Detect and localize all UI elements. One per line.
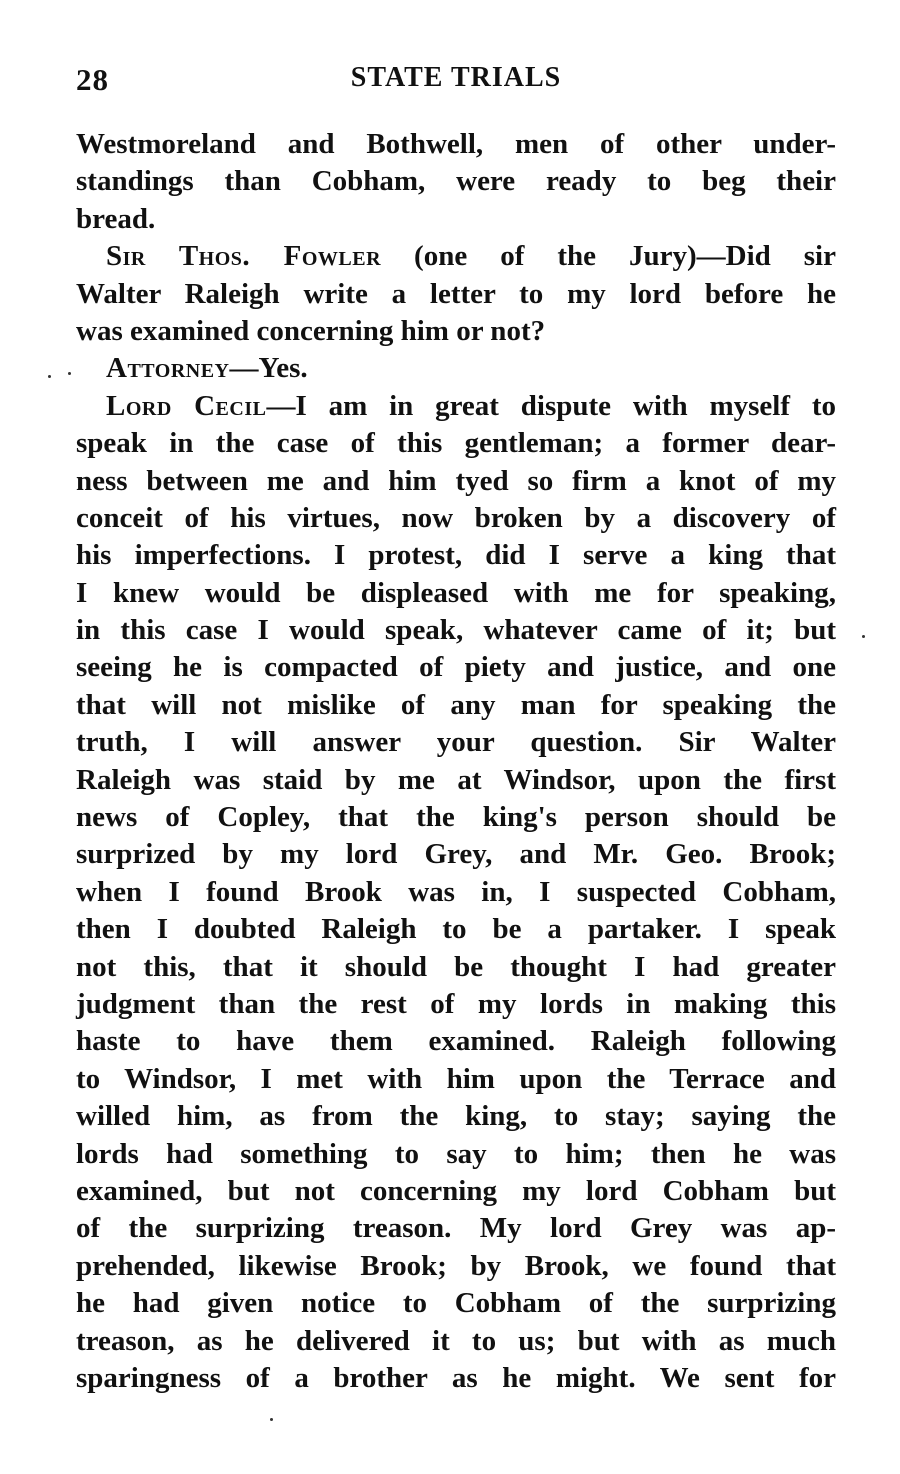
speaker-name: Attorney — [106, 352, 230, 385]
line-text: when I found Brook was in, I suspected Cobham, — [76, 875, 836, 908]
scan-speck — [68, 372, 71, 375]
line-text: of the surprizing treason. My lord Grey was ap- — [76, 1212, 836, 1245]
line-text: sparingness of a brother as he might. We sent for — [76, 1361, 836, 1394]
line-text: treason, as he delivered it to us; but with as much — [76, 1324, 836, 1357]
text-line — [76, 1248, 836, 1285]
page-number: 28 — [76, 62, 109, 97]
text-line — [76, 649, 836, 686]
text-line — [76, 238, 836, 275]
scan-speck — [48, 375, 51, 378]
text-line — [76, 537, 836, 574]
text-line — [76, 724, 836, 761]
scan-speck — [270, 1418, 273, 1421]
text-line — [76, 949, 836, 986]
line-text: truth, I will answer your question. Sir Walter — [76, 726, 836, 759]
line-text: (one of the Jury)—Did sir — [381, 240, 836, 273]
line-text: prehended, likewise Brook; by Brook, we found that — [76, 1249, 836, 1282]
line-text: speak in the case of this gentleman; a former dear- — [76, 427, 836, 460]
text-line — [76, 1098, 836, 1135]
text-line — [76, 201, 836, 238]
scan-speck — [862, 635, 865, 638]
text-line — [76, 1360, 836, 1397]
text-line — [76, 1136, 836, 1173]
line-text: surprized by my lord Grey, and Mr. Geo. Brook; — [76, 838, 836, 871]
line-text: seeing he is compacted of piety and justice, and one — [76, 651, 836, 684]
line-text: bread. — [76, 202, 156, 235]
text-line — [76, 687, 836, 724]
line-text: ness between me and him tyed so firm a knot of my — [76, 464, 836, 497]
text-line — [76, 463, 836, 500]
text-line — [76, 313, 836, 350]
line-text: his imperfections. I protest, did I serve a king that — [76, 539, 836, 572]
text-line — [76, 388, 836, 425]
running-title: STATE TRIALS — [350, 62, 562, 93]
page-header — [76, 62, 836, 106]
line-text: Walter Raleigh write a letter to my lord before he — [76, 277, 836, 310]
text-line — [76, 986, 836, 1023]
line-text: conceit of his virtues, now broken by a discovery of — [76, 501, 836, 534]
line-text: in this case I would speak, whatever came of it; but — [76, 614, 836, 647]
text-line — [76, 874, 836, 911]
line-text: he had given notice to Cobham of the surprizing — [76, 1287, 836, 1320]
line-text: I knew would be displeased with me for speaking, — [76, 576, 836, 609]
text-line — [76, 1061, 836, 1098]
line-text: then I doubted Raleigh to be a partaker. I speak — [76, 913, 836, 946]
text-line — [76, 500, 836, 537]
text-line — [76, 799, 836, 836]
text-line — [76, 276, 836, 313]
line-text: to Windsor, I met with him upon the Terrace and — [76, 1062, 836, 1095]
text-line — [76, 762, 836, 799]
text-line — [76, 425, 836, 462]
text-line — [76, 126, 836, 163]
line-text: that will not mislike of any man for speaking the — [76, 688, 836, 721]
line-text: lords had something to say to him; then he was — [76, 1137, 836, 1170]
line-text: haste to have them examined. Raleigh following — [76, 1025, 836, 1058]
text-line — [76, 163, 836, 200]
text-line — [76, 911, 836, 948]
line-text: judgment than the rest of my lords in making this — [76, 987, 836, 1020]
text-line — [76, 575, 836, 612]
line-text: not this, that it should be thought I had greater — [76, 950, 836, 983]
text-line — [76, 1323, 836, 1360]
text-line — [76, 350, 836, 387]
text-line — [76, 1210, 836, 1247]
body-text — [76, 126, 836, 1397]
text-line — [76, 1285, 836, 1322]
text-line — [76, 1173, 836, 1210]
line-text: examined, but not concerning my lord Cobham but — [76, 1174, 836, 1207]
line-text: news of Copley, that the king's person should be — [76, 801, 836, 834]
text-line — [76, 1023, 836, 1060]
speaker-name: Sir Thos. Fowler — [106, 240, 382, 273]
speaker-name: Lord Cecil — [106, 389, 267, 422]
line-text: was examined concerning him or not? — [76, 314, 546, 347]
line-text: standings than Cobham, were ready to beg their — [76, 165, 836, 198]
line-text: —Yes. — [229, 352, 308, 385]
line-text: —I am in great dispute with myself to — [266, 389, 836, 422]
line-text: Westmoreland and Bothwell, men of other under- — [76, 128, 836, 160]
text-line — [76, 612, 836, 649]
text-line — [76, 836, 836, 873]
line-text: Raleigh was staid by me at Windsor, upon the first — [76, 763, 836, 796]
line-text: willed him, as from the king, to stay; saying the — [76, 1100, 836, 1133]
